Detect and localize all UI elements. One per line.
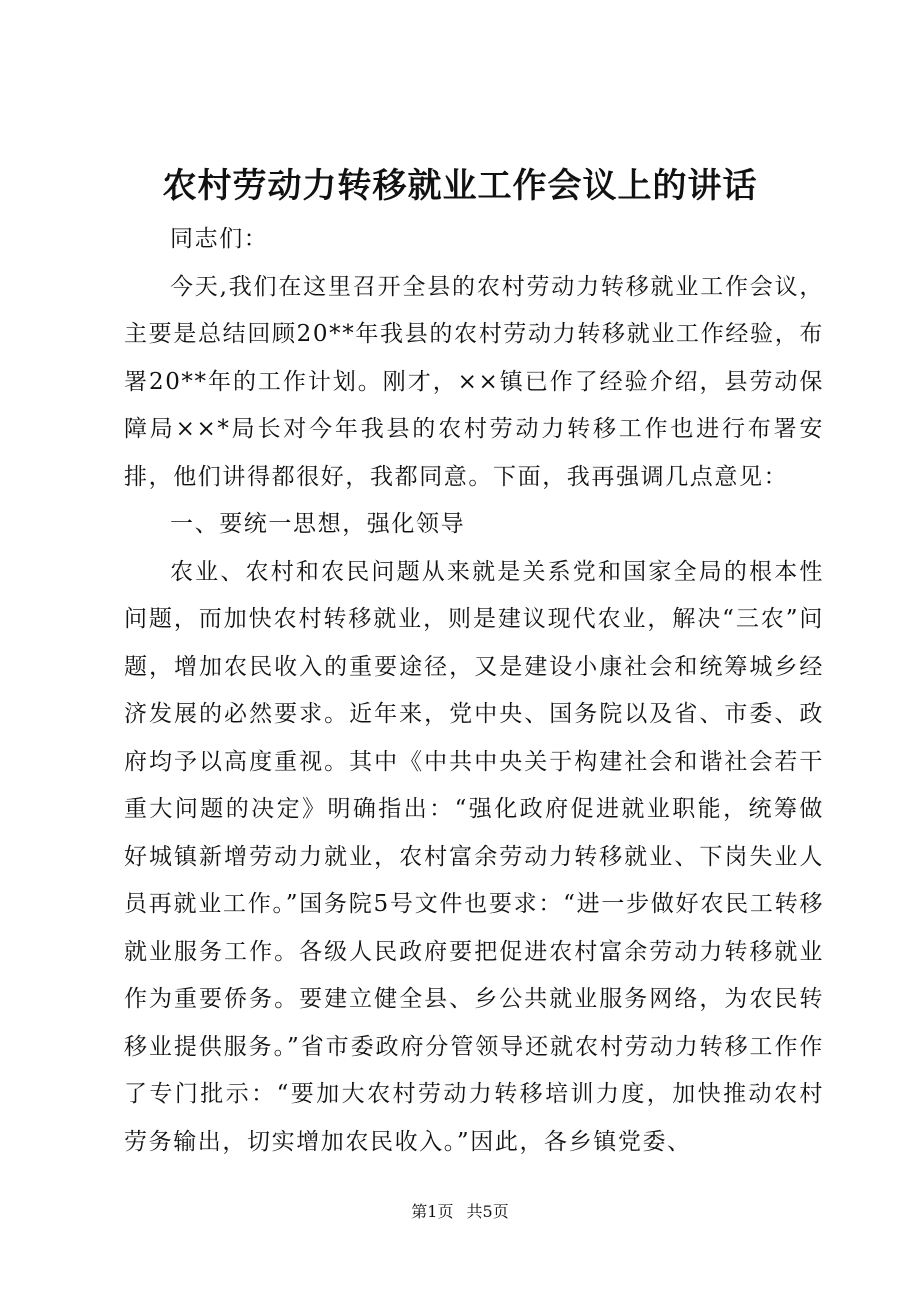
document-title: 农村劳动力转移就业工作会议上的讲话 bbox=[162, 166, 758, 206]
page-footer bbox=[0, 1200, 920, 1224]
paragraph-intro: 今天,我们在这里召开全县的农村劳动力转移就业工作会议，主要是总结回顾20**年我县的农村劳动力转移就业工作经验，布署20**年的工作计划。刚才，××镇已作了经验介绍，县劳动保障局××*局长对今年我县的农村劳动力转移工作也进行布署安排，他们讲得都很好，我都同意。下面，我再强调几点意见： bbox=[124, 273, 824, 490]
document-body bbox=[124, 216, 824, 1166]
paragraph-section-1: 农业、农村和农民问题从来就是关系党和国家全局的根本性问题，而加快农村转移就业，则是建议现代农业，解决“三农”问题，增加农民收入的重要途径，又是建设小康社会和统筹城乡经济发展的必然要求。近年来，党中央、国务院以及省、市委、政府均予以高度重视。其中《中共中央关于构建社会和谐社会若干重大问题的决定》明确指出：“强化政府促进就业职能，统筹做好城镇新增劳动力就业，农村富余劳动力转移就业、下岗失业人员再就业工作。”国务院5号文件也要求：“进一步做好农民工转移就业服务工作。各级人民政府要把促进农村富余劳动力转移就业作为重要侨务。要建立健全县、乡公共就业服务网络，为农民转移业提供服务。”省市委政府分管领导还就农村劳动力转移工作作了专门批示：“要加大农村劳动力转移培训力度，加快推动农村劳务输出，切实增加农民收入。”因此，各乡镇党委、 bbox=[124, 558, 824, 1155]
section-heading-1: 一、要统一思想，强化领导 bbox=[170, 511, 466, 537]
salutation: 同志们： bbox=[170, 226, 269, 252]
page-total: 共5页 bbox=[466, 1202, 509, 1221]
page-number: 第1页 bbox=[411, 1202, 454, 1221]
